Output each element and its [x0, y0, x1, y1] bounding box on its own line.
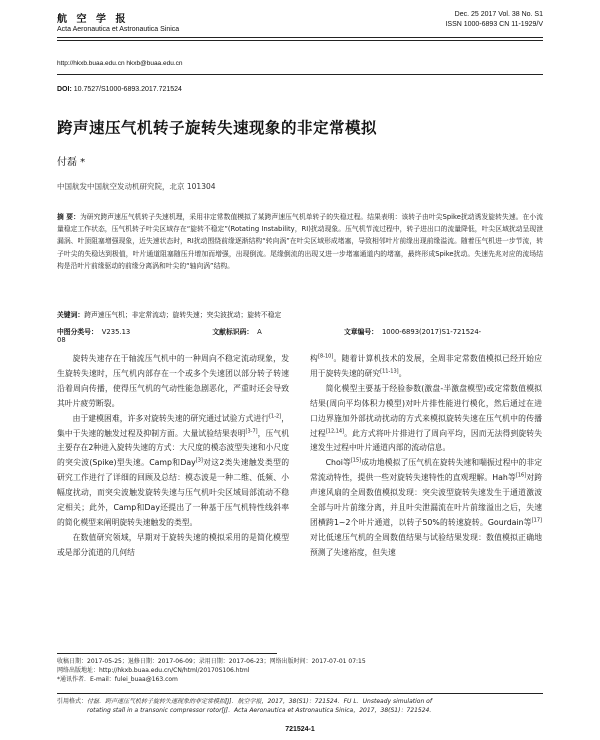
text-run: 简化模型主要基于经验参数(激盘-半激盘模型)或定常数值模拟结果(周向平均体积力模型)对叶片排性能进行模化，然后通过在进口边界施加外部扰动扰动的方式来模拟旋转失速在压气机中的传播过程: [310, 383, 542, 438]
citation-ref: [17]: [531, 517, 542, 524]
corresponding-author: *通讯作者．E-mail：fulei_buaa@163.com: [57, 676, 178, 683]
text-run: 。随着计算机技术的发展，全周非定常数值模拟已经开始应用于旋转失速的研究: [310, 354, 543, 378]
text-run: 。此方式将叶片排进行了周向平均，因而无法得到旋转失速发生过程中叶片通道内部的流动信息。: [310, 428, 543, 453]
citation-text-en: rotating stall in a transonic compressor rotor[J]．Acta Aeronautica et Astronautica Sinica，2017，38(S1)：721524.: [87, 707, 432, 714]
citation-ref: [1-2]: [269, 413, 282, 420]
citation-ref: [8-10]: [318, 353, 334, 360]
doi-line: [57, 86, 182, 93]
journal-header: [57, 10, 543, 33]
text-run: 构: [310, 354, 319, 363]
citation-ref: [15]: [350, 457, 362, 464]
citation-ref: [3]: [195, 457, 203, 464]
paragraph: 旋转失速存在于轴流压气机中的一种周向不稳定流动现象，发生旋转失速时，压气机内部存在一个或多个失速团以部分转子转速沿着周向传播，使得压气机的气动性能急剧恶化，严重时还会导致其叶片疲劳断裂。: [57, 354, 289, 408]
text-run: 由于建模困难，许多对旋转失速的研究通过试验方式进行: [72, 413, 270, 423]
citation-rule: [57, 693, 543, 694]
body-column-left: [57, 352, 289, 561]
keywords: [57, 309, 543, 321]
text-run: 。: [398, 368, 407, 378]
abstract-label: 摘 要：: [57, 213, 80, 221]
online-address[interactable]: 网络出版地址：http://hkxb.buaa.edu.cn/CN/html/20170S106.html: [57, 667, 250, 674]
text-run: 对这2类失速触发类型的研究工作进行了详细的回顾及总结：模态波是一种二维、低频、小幅度扰动，而突尖波触发旋转失速与压气机叶尖区域局部流动不稳定相关；此外，Camp和Day还提出了一种基于压气机特性线斜率的简化模型来阐明旋转失速触发的类型。: [57, 458, 289, 527]
header-rule-top: [57, 37, 543, 38]
header-rule-bottom: [57, 40, 543, 41]
journal-name-en: Acta Aeronautica et Astronautica Sinica: [57, 26, 180, 33]
paragraph: [310, 456, 542, 560]
text-run: ，集中于失速的触发过程及抑制方面。大量试验结果表明: [57, 413, 289, 438]
paragraph: [57, 412, 289, 531]
paper-title: 跨声速压气机转子旋转失速现象的非定常模拟: [57, 119, 378, 137]
text-run: 对比低速压气机的全周数值结果与试验结果发现：数值模拟正确地预测了失速裕度，但失速: [310, 532, 542, 557]
citation-text-cn: 付磊．跨声速压气机转子旋转失速现象的非定常模拟[J]．航空学报，2017，38(S1)：721524．FU L．Unsteady simulation of: [87, 698, 432, 705]
journal-name-cn: 航 空 学 报: [57, 14, 129, 25]
clc-value: V235.13: [101, 328, 131, 336]
citation-label: 引用格式：: [57, 698, 88, 705]
clc-label: 中图分类号：: [57, 328, 98, 336]
citation-ref: [11-13]: [380, 368, 399, 375]
affiliation: 中国航发中国航空发动机研究院，北京 101304: [57, 182, 216, 191]
journal-url-line: http://hkxb.buaa.edu.cn hkxb@buaa.edu.cn: [57, 60, 183, 67]
footnote: [57, 657, 543, 684]
issue-line: Dec. 25 2017 Vol. 38 No. S1: [454, 11, 543, 18]
text-run: Choi等: [325, 458, 351, 468]
doi-value[interactable]: 10.7527/S1000-6893.2017.721524: [73, 86, 182, 93]
doc-code-label: 文献标识码：: [212, 328, 254, 336]
citation-format: [57, 697, 543, 715]
author-name: 付磊 *: [57, 157, 86, 168]
keywords-label: 关键词：: [57, 311, 85, 319]
paragraph: 在数值研究领域，早期对于旋转失速的模拟采用的是简化模型或是部分流道的几何结: [57, 532, 289, 557]
citation-ref: [12,14]: [325, 427, 345, 434]
keywords-text: 跨声速压气机；非定常流动；旋转失速；突尖波扰动；旋转不稳定: [84, 311, 282, 319]
issue-info: [445, 10, 543, 30]
doi-label: DOI:: [57, 86, 72, 93]
classification-line: [57, 326, 543, 344]
received-dates: 收稿日期：2017-05-25；退修日期：2017-06-09；录用日期：2017-06-23；网络出版时间：2017-07-01 07:15: [57, 658, 366, 665]
url-rule: [57, 74, 543, 75]
text-run: ，压气机主要存在2种进入旋转失速的方式：大尺度的模态波型失速和小尺度的突尖波(Spike)型失速。Camp和Day: [57, 428, 290, 468]
citation-ref: [16]: [515, 472, 527, 479]
page-number: 721524-1: [285, 726, 315, 733]
issn-line: ISSN 1000-6893 CN 11-1929/V: [445, 21, 543, 28]
paragraph: [310, 382, 542, 457]
text-run: 对跨声速风扇的全周数值模拟发现：突尖波型旋转失速发生于通道激波全部与叶片前缘分离，并且叶尖泄漏流在叶片前缘溢出之后，失速团横跨1~2个叶片通道，以转子50%的转速旋转。Gourdain等: [310, 473, 542, 527]
article-no-value: 1000-6893(2017)S1-721524-08: [57, 328, 482, 344]
doc-code-value: A: [257, 328, 262, 336]
article-no-label: 文章编号：: [344, 328, 378, 336]
abstract: [57, 211, 543, 272]
paragraph: [310, 352, 542, 382]
footnote-rule: [57, 653, 277, 654]
abstract-text: 为研究跨声速压气机转子失速机理，采用非定常数值模拟了某跨声速压气机单转子的失稳过程。结果表明：该转子由叶尖Spike扰动诱发旋转失速。在小流量稳定工作状态，压气机转子叶尖区域存在“旋转不稳定”(Rotating Instability，RI)扰动现象。压气机节流过程中，转子进出口的流量降低，叶尖区域扰动呈现泄漏涡、叶顶阻塞增强现象，近失速状态时，RI扰动围绕前缘逐渐结构“转向涡”在叶尖区域形成堵塞，导致相邻叶片前缘出现前缘溢流。随着压气机进一步节流，转子叶尖的失稳达到极值，叶片通道阻塞随压升增加而增强，出现倒流。尾缘倒流的出现又进一步堵塞通道内的堵塞，最终形成Spike扰动。失速先兆对应的流场结构是沿叶片前缘驱动的前缘分离涡和叶尖的“轴向涡”结构。: [57, 213, 543, 270]
text-run: 成功地模拟了压气机在旋转失速和喘振过程中的非定常流动特性，提供一些对旋转失速特性的直观理解。Hah等: [310, 458, 543, 483]
citation-ref: [3-7]: [245, 427, 258, 434]
body-column-right: [310, 352, 542, 561]
